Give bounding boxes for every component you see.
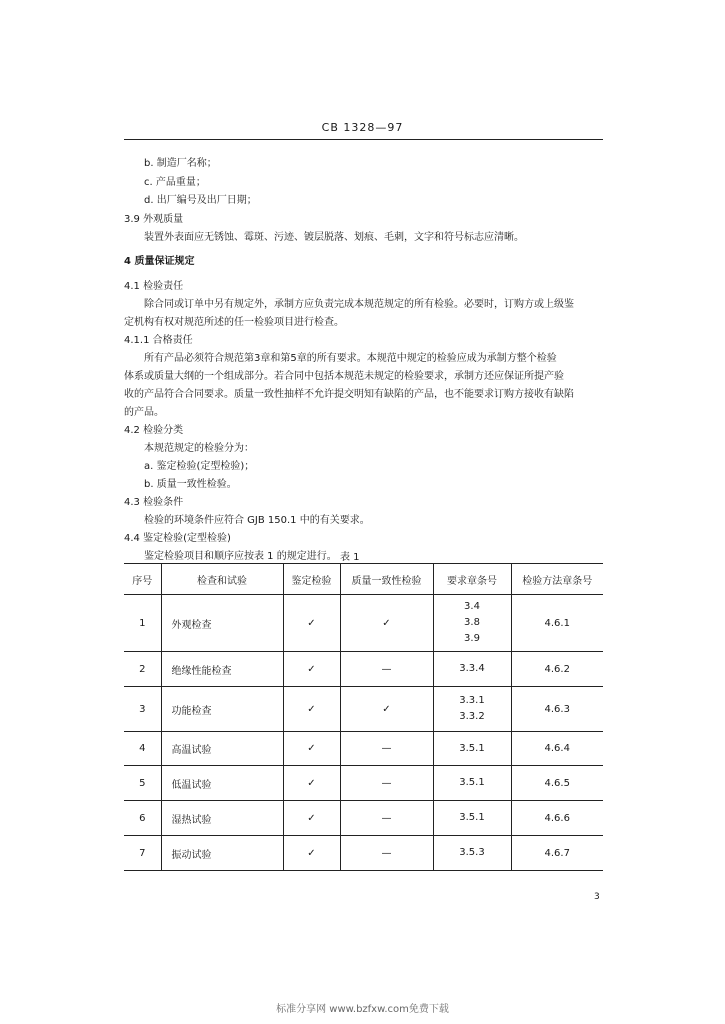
- row-req: [433, 595, 511, 652]
- req-ref: 3.5.1: [459, 777, 485, 788]
- table-row: [124, 836, 603, 871]
- row-method: 4.6.2: [511, 652, 603, 687]
- row-qc: —: [340, 652, 433, 687]
- req-ref: 3.4: [464, 601, 480, 612]
- row-no: 5: [124, 766, 161, 801]
- section-4-2-item-a: a. 鉴定检验(定型检验)；: [144, 461, 255, 472]
- section-4-2-title: 4.2 检验分类: [124, 425, 184, 436]
- header-rule: [124, 139, 603, 140]
- row-no: 4: [124, 732, 161, 766]
- row-qc: —: [340, 732, 433, 766]
- item-d: d. 出厂编号及出厂日期；: [144, 195, 257, 206]
- row-name: 振动试验: [161, 836, 283, 871]
- row-ident: ✓: [283, 732, 340, 766]
- col-header-no: 序号: [124, 564, 161, 595]
- row-qc: ✓: [340, 595, 433, 652]
- row-no: 1: [124, 595, 161, 652]
- col-header-name: 检查和试验: [161, 564, 283, 595]
- table-header-row: [124, 564, 603, 595]
- table-row: [124, 801, 603, 836]
- col-header-req: 要求章条号: [433, 564, 511, 595]
- document-code: CB 1328—97: [321, 121, 404, 134]
- row-req: [433, 652, 511, 687]
- row-method: 4.6.7: [511, 836, 603, 871]
- table-row: [124, 652, 603, 687]
- req-ref: 3.5.3: [459, 847, 485, 858]
- section-4-4-body: 鉴定检验项目和顺序应按表 1 的规定进行。: [144, 551, 337, 562]
- row-req: [433, 836, 511, 871]
- section-4-2-item-b: b. 质量一致性检验。: [144, 479, 237, 490]
- col-header-method: 检验方法章条号: [511, 564, 603, 595]
- section-4-1-1-body-3: 收的产品符合合同要求。质量一致性抽样不允许提交明知有缺陷的产品，也不能要求订购方接收有缺陷: [124, 389, 574, 400]
- section-4-3-title: 4.3 检验条件: [124, 497, 184, 508]
- table-row: [124, 687, 603, 732]
- row-req: [433, 687, 511, 732]
- section-4-1-1-body-4: 的产品。: [124, 407, 164, 418]
- req-ref: 3.5.1: [459, 742, 485, 754]
- row-qc: ✓: [340, 687, 433, 732]
- section-4-1-title: 4.1 检验责任: [124, 281, 184, 292]
- row-no: 3: [124, 687, 161, 732]
- req-ref: 3.5.1: [459, 812, 485, 823]
- req-ref: 3.3.1: [459, 695, 485, 706]
- table-row: [124, 766, 603, 801]
- row-ident: ✓: [283, 836, 340, 871]
- row-method: 4.6.6: [511, 801, 603, 836]
- section-4-4-title: 4.4 鉴定检验(定型检验): [124, 533, 231, 544]
- row-qc: —: [340, 836, 433, 871]
- req-ref: 3.3.2: [459, 711, 485, 722]
- row-ident: ✓: [283, 766, 340, 801]
- row-name: 绝缘性能检查: [161, 652, 283, 687]
- row-method: 4.6.4: [511, 732, 603, 766]
- row-req: [433, 801, 511, 836]
- row-name: 外观检查: [161, 595, 283, 652]
- section-4-2-body: 本规范规定的检验分为：: [144, 443, 254, 454]
- row-name: 低温试验: [161, 766, 283, 801]
- section-4-1-1-body-2: 体系或质量大纲的一个组成部分。若合同中包括本规范未规定的检验要求，承制方还应保证所提产验: [124, 371, 564, 382]
- section-4-1-body-1: 除合同或订单中另有规定外，承制方应负责完成本规范规定的所有检验。必要时，订购方或上级鉴: [144, 299, 574, 310]
- row-req: [433, 732, 511, 766]
- row-qc: —: [340, 766, 433, 801]
- row-no: 6: [124, 801, 161, 836]
- item-c: c. 产品重量；: [144, 177, 206, 188]
- row-method: 4.6.5: [511, 766, 603, 801]
- section-3-9-title: 3.9 外观质量: [124, 214, 184, 225]
- row-ident: ✓: [283, 595, 340, 652]
- row-no: 2: [124, 652, 161, 687]
- section-4-title: 4 质量保证规定: [124, 256, 195, 267]
- row-name: 湿热试验: [161, 801, 283, 836]
- table-row: [124, 732, 603, 766]
- item-b: b. 制造厂名称；: [144, 158, 217, 169]
- table-row: [124, 595, 603, 652]
- section-4-1-1-title: 4.1.1 合格责任: [124, 335, 193, 346]
- row-no: 7: [124, 836, 161, 871]
- row-name: 高温试验: [161, 732, 283, 766]
- section-4-1-body-2: 定机构有权对规范所述的任一检验项目进行检查。: [124, 317, 344, 328]
- req-ref: 3.3.4: [459, 663, 485, 674]
- row-method: 4.6.1: [511, 595, 603, 652]
- row-req: [433, 766, 511, 801]
- row-method: 4.6.3: [511, 687, 603, 732]
- req-ref: 3.8: [464, 617, 480, 628]
- section-4-3-body: 检验的环境条件应符合 GJB 150.1 中的有关要求。: [144, 515, 370, 526]
- inspection-table: [124, 563, 603, 871]
- table-caption: 表 1: [340, 552, 360, 563]
- req-ref: 3.9: [464, 633, 480, 644]
- col-header-ident: 鉴定检验: [283, 564, 340, 595]
- row-qc: —: [340, 801, 433, 836]
- row-ident: ✓: [283, 687, 340, 732]
- row-ident: ✓: [283, 801, 340, 836]
- col-header-qc: 质量一致性检验: [340, 564, 433, 595]
- section-4-1-1-body-1: 所有产品必须符合规范第3章和第5章的所有要求。本规范中规定的检验应成为承制方整个检验: [144, 353, 557, 364]
- row-ident: ✓: [283, 652, 340, 687]
- footer-watermark: 标准分享网 www.bzfxw.com免费下载: [276, 1004, 449, 1015]
- page-number: 3: [594, 892, 600, 902]
- section-3-9-body: 装置外表面应无锈蚀、霉斑、污迹、镀层脱落、划痕、毛刺，文字和符号标志应清晰。: [144, 232, 524, 243]
- row-name: 功能检查: [161, 687, 283, 732]
